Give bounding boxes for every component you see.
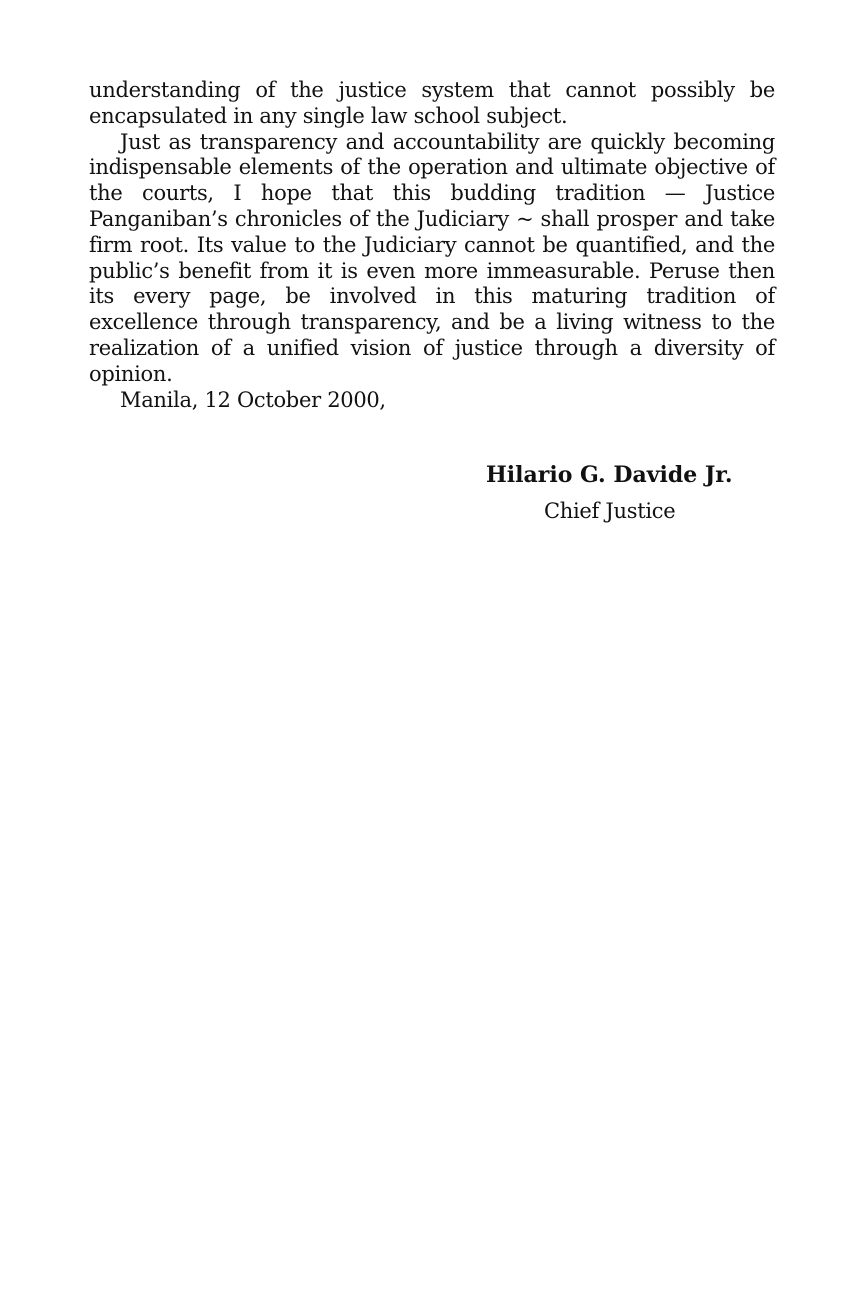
paragraph-continuation: understanding of the justice system that cannot possibly be encapsulated in any single law school subject. (89, 78, 775, 128)
signatory-name: Hilario G. Davide Jr. (486, 462, 733, 488)
signature-block (486, 460, 733, 526)
signatory-title: Chief Justice (544, 499, 676, 523)
paragraph-transparency: Just as transparency and accountability are quickly becoming indispensable elements of the operation and ultimate objective of the courts, I hope that this budding tradition — Justice Panganiban’s chronicles of the Judiciary ~ shall prosper and take firm root. Its value to the Judiciary cannot be quantified, and the public’s benefit from it is even more immeasurable. Peruse then its every page, be involved in this maturing tradition of excellence through transparency, and be a living witness to the realization of a unified vision of justice through a diversity of opinion. (89, 129, 775, 386)
document-body (89, 78, 775, 413)
dateline: Manila, 12 October 2000, (120, 387, 386, 412)
